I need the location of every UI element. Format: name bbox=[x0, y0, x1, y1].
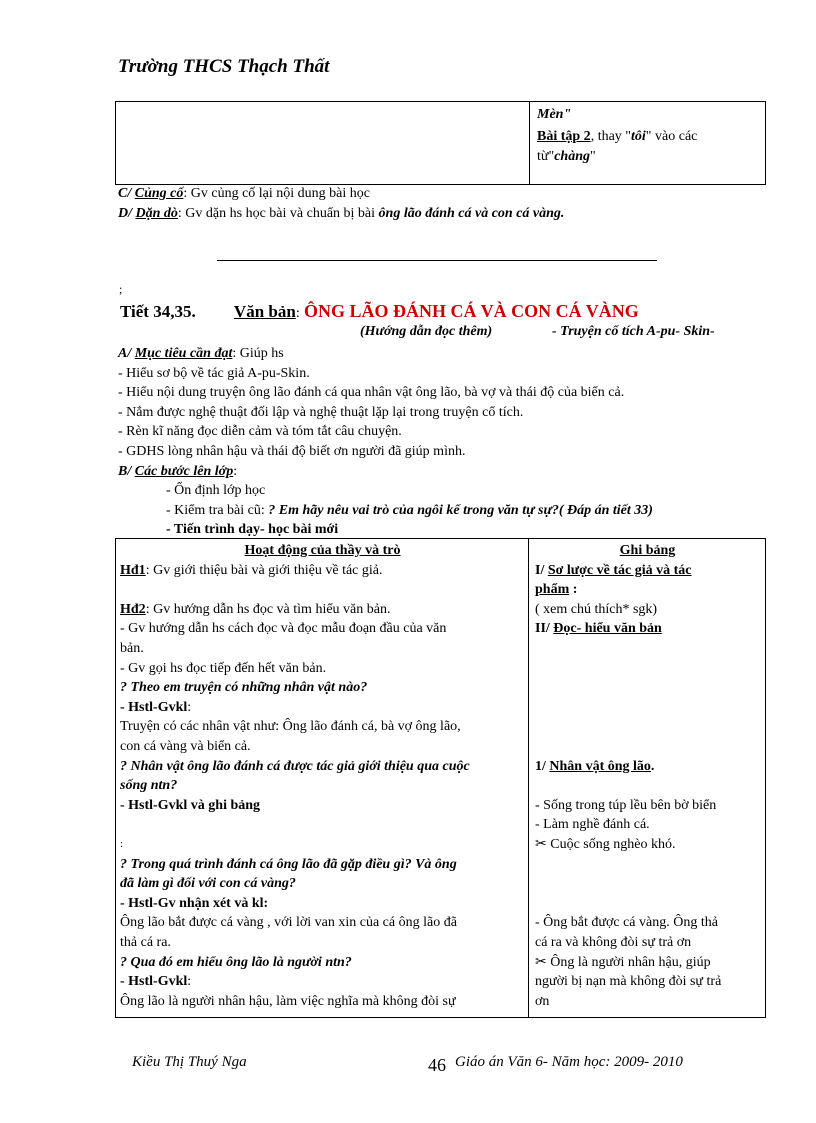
column-divider bbox=[528, 539, 529, 1017]
section-ii-label: Đọc- hiểu văn bản bbox=[553, 621, 662, 637]
exercise-line3: từ" bbox=[537, 149, 555, 164]
answer-line: thả cá ra. bbox=[120, 935, 171, 950]
lesson-guide: (Hướng dẫn đọc thêm) bbox=[360, 324, 493, 339]
scissors-icon: ✂ bbox=[535, 836, 547, 852]
hd1-label: Hđ1 bbox=[120, 562, 146, 578]
stray-semicolon: ; bbox=[119, 282, 123, 296]
lesson-title: ÔNG LÃO ĐÁNH CÁ VÀ CON CÁ VÀNG bbox=[303, 301, 639, 321]
lesson-type: Văn bản bbox=[233, 302, 296, 321]
answer-line: Ông lão bắt được cá vàng , với lời van xin của cá ông lão đã bbox=[120, 915, 457, 931]
stray-colon: : bbox=[120, 838, 124, 850]
section-i-label-cont: phẩm bbox=[535, 582, 570, 598]
objective-item: - Hiểu nội dung truyện ông lão đánh cá qua nhân vật ông lão, bà vợ và thái độ của biển cả. bbox=[118, 385, 625, 401]
section-c-text: : Gv củng cố lại nội dung bài học bbox=[183, 186, 370, 201]
scissors-icon: ✂ bbox=[535, 953, 547, 970]
note-line: cá ra và không đòi sự trả ơn bbox=[535, 935, 692, 950]
section-i-prefix: I/ bbox=[535, 562, 548, 578]
section-d-label: Dặn dò bbox=[135, 206, 178, 221]
hd2-label: Hđ2 bbox=[120, 601, 146, 617]
section-homework bbox=[118, 204, 564, 224]
objective-item: - GDHS lòng nhân hậu và thái độ biết ơn người đã giúp mình. bbox=[118, 443, 466, 459]
activities-header: Hoạt động của thầy và trò bbox=[244, 543, 401, 558]
school-name: Trường THCS Thạch Thất bbox=[118, 56, 330, 77]
steps-list bbox=[166, 481, 653, 540]
activity-line: - Gv gọi hs đọc tiếp đến hết văn bản. bbox=[120, 660, 327, 676]
section-i-label: Sơ lược về tác giả và tác bbox=[547, 562, 692, 578]
step-item: - Tiến trình dạy- học bài mới bbox=[166, 522, 339, 538]
answer-label: - Hstl-Gvkl bbox=[120, 699, 188, 715]
column-divider bbox=[529, 102, 530, 184]
section-c-prefix: C/ bbox=[118, 186, 135, 201]
question-1: ? Theo em truyện có những nhân vật nào? bbox=[120, 680, 368, 696]
answer-label: - Hstl-Gvkl bbox=[120, 974, 188, 990]
steps-label: Các bước lên lớp bbox=[134, 463, 234, 479]
text-men: Mèn" bbox=[537, 107, 572, 122]
section-i-note: ( xem chú thích* sgk) bbox=[535, 601, 658, 617]
word-chang: chàng bbox=[554, 149, 590, 164]
note-line: - Làm nghề đánh cá. bbox=[535, 817, 650, 833]
note-line: - Sống trong túp lều bên bờ biển bbox=[535, 797, 717, 813]
footer-course: Giáo án Văn 6- Năm học: 2009- 2010 bbox=[455, 1054, 683, 1070]
note-line: - Ông bắt được cá vàng. Ông thả bbox=[535, 915, 718, 931]
activity-line: - Gv hướng dẫn hs cách đọc và đọc mẫu đoạn đầu của văn bbox=[120, 621, 447, 637]
step-question: ? Em hãy nêu vai trò của ngôi kể trong văn tự sự?( Đáp án tiết 33) bbox=[268, 502, 653, 518]
exercise-label: Bài tập 2 bbox=[537, 129, 591, 144]
answer-line: con cá vàng và biển cả. bbox=[120, 739, 251, 754]
section-i-colon: : bbox=[569, 582, 578, 598]
question-3-cont: đã làm gì đối với con cá vàng? bbox=[120, 876, 296, 892]
section-d-bold: ông lão đánh cá và con cá vàng. bbox=[378, 206, 565, 221]
subsection-1-label: Nhân vật ông lão bbox=[549, 758, 651, 774]
subsection-1-dot: . bbox=[650, 758, 655, 774]
answer-label: - Hstl-Gv nhận xét và kl: bbox=[120, 895, 269, 911]
lesson-source: - Truyện cổ tích A-pu- Skin- bbox=[552, 324, 715, 339]
note-conclusion: Ông là người nhân hậu, giúp bbox=[546, 954, 711, 970]
hd2-text: : Gv hướng dẫn hs đọc và tìm hiểu văn bản. bbox=[145, 601, 391, 617]
activity-table bbox=[115, 538, 766, 1018]
word-toi: tôi bbox=[631, 129, 646, 144]
answer-line: Ông lão là người nhân hậu, làm việc nghĩa mà không đòi sự bbox=[120, 993, 456, 1009]
steps-after: : bbox=[233, 463, 238, 479]
continuation-table bbox=[115, 101, 766, 185]
lesson-colon: : bbox=[295, 306, 300, 321]
question-4: ? Qua đó em hiểu ông lão là người ntn? bbox=[120, 954, 352, 970]
steps-prefix: B/ bbox=[118, 463, 135, 479]
hd1-text: : Gv giới thiệu bài và giới thiệu về tác giả. bbox=[145, 562, 383, 578]
step-item: - Ổn định lớp học bbox=[166, 483, 266, 498]
section-ii-prefix: II/ bbox=[535, 621, 554, 637]
activity-line: bản. bbox=[120, 641, 144, 656]
answer-label: - Hstl-Gvkl và ghi bảng bbox=[120, 797, 261, 813]
footer-author: Kiều Thị Thuý Nga bbox=[132, 1054, 247, 1070]
lesson-number: Tiết 34,35. bbox=[120, 302, 196, 321]
step-item: - Kiểm tra bài cũ: bbox=[166, 502, 269, 518]
objectives-section bbox=[118, 344, 758, 481]
separator-line bbox=[217, 260, 657, 261]
board-header: Ghi bảng bbox=[619, 543, 676, 558]
page-number: 46 bbox=[428, 1055, 446, 1075]
note-line: người bị nạn mà không đòi sự trả bbox=[535, 974, 722, 990]
objective-item: - Rèn kĩ năng đọc diễn cảm và tóm tắt câu chuyện. bbox=[118, 424, 402, 440]
subsection-1-prefix: 1/ bbox=[535, 758, 550, 774]
answer-colon: : bbox=[187, 699, 192, 715]
exercise-text-2: " vào các bbox=[645, 129, 698, 144]
objectives-prefix: A/ bbox=[118, 346, 135, 361]
lesson-heading bbox=[120, 301, 639, 322]
question-2: ? Nhân vật ông lão đánh cá được tác giả giới thiệu qua cuộc bbox=[120, 758, 470, 774]
objectives-label: Mục tiêu cần đạt bbox=[134, 346, 233, 361]
exercise-text: , thay " bbox=[590, 129, 632, 144]
question-3: ? Trong quá trình đánh cá ông lão đã gặp điều gì? Và ông bbox=[120, 856, 457, 872]
section-d-text: : Gv dặn hs học bài và chuẩn bị bài bbox=[177, 206, 379, 221]
question-2-cont: sống ntn? bbox=[120, 778, 178, 794]
note-conclusion: Cuộc sống nghèo khó. bbox=[546, 837, 676, 852]
objectives-after: : Giúp hs bbox=[232, 346, 284, 361]
answer-colon: : bbox=[187, 974, 192, 990]
objective-item: - Nắm được nghệ thuật đối lập và nghệ thuật lặp lại trong truyện cổ tích. bbox=[118, 404, 524, 420]
section-c-label: Củng cố bbox=[134, 186, 184, 201]
objective-item: - Hiểu sơ bộ về tác giả A-pu-Skin. bbox=[118, 365, 310, 381]
section-consolidation bbox=[118, 184, 370, 204]
exercise-line3-end: " bbox=[590, 149, 596, 164]
section-d-prefix: D/ bbox=[118, 206, 136, 221]
answer-line: Truyện có các nhân vật như: Ông lão đánh cá, bà vợ ông lão, bbox=[120, 719, 461, 735]
note-line: ơn bbox=[535, 993, 550, 1009]
